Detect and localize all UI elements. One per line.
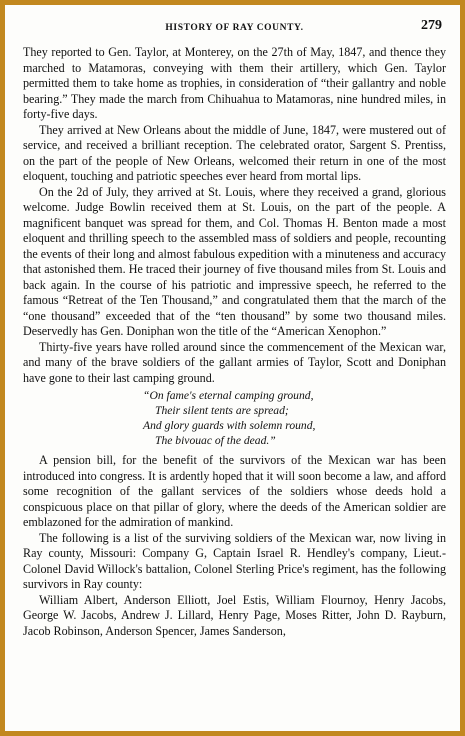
- paragraph-6: The following is a list of the surviving soldiers of the Mexican war, now living in Ray county, Missouri: Company G, Captain Israel R. Hendley's company, Lieut.-Colonel David Willock's battalion, Colonel Sterling Price's regiment, has the following survivors in Ray county:: [23, 530, 446, 591]
- running-head: HISTORY OF RAY COUNTY.: [165, 23, 304, 33]
- paragraph-4: Thirty-five years have rolled around since the commencement of the Mexican war, and many of the brave soldiers of the gallant armies of Taylor, Scott and Doniphan have gone to their last camping ground.: [23, 339, 446, 385]
- poem-quote: [23, 388, 446, 448]
- page-header: [23, 18, 446, 41]
- paragraph-5: A pension bill, for the benefit of the survivors of the Mexican war has been introduced into congress. It is ardently hoped that it will soon become a law, and afford some recognition of the gallant services of the soldiers whose deeds hold a conspicuous place on that pillar of glory, where the deeds of the American soldier are emblazoned for the admiration of mankind.: [23, 453, 446, 529]
- paragraph-3: On the 2d of July, they arrived at St. Louis, where they received a grand, glorious welcome. Judge Bowlin received them at St. Louis, on the part of the people. A magnificent banquet was spread for them, and Col. Thomas H. Benton made a most eloquent and thrilling speech to the assembled mass of soldiers and people, recounting the events of their long and almost fabulous expedition with a minuteness and accuracy that astonished them. He traced their journey of five thousand miles from St. Louis and back again. In the course of his patriotic and impressive speech, he referred to the famous “Retreat of the Ten Thousand,” and congratulated them that the march of the “one thousand” exceeded that of the “ten thousand” by some two thousand miles. Deservedly has Gen. Doniphan won the title of the “American Xenophon.”: [23, 184, 446, 338]
- poem-line-1: “On fame's eternal camping ground,: [143, 389, 314, 402]
- paragraph-1: They reported to Gen. Taylor, at Monterey, on the 27th of May, 1847, and thence they marched to Matamoras, conveying with them their artillery, which Gen. Taylor permitted them to take home as trophies, in consideration of “their gallantry and noble bearing.” They made the march from Chihuahua to Matamoras, nine hundred miles, in forty-five days.: [23, 45, 446, 121]
- poem-line-3: And glory guards with solemn round,: [143, 419, 316, 432]
- page-content: [23, 18, 446, 725]
- page-number: 279: [421, 18, 442, 33]
- poem-line-2: Their silent tents are spread;: [155, 404, 289, 417]
- paragraph-7: William Albert, Anderson Elliott, Joel Estis, William Flournoy, Henry Jacobs, George W. Jacobs, Andrew J. Lillard, Henry Page, Moses Ritter, John D. Rayburn, Jacob Robinson, Anderson Spencer, James Sanderson,: [23, 592, 446, 638]
- paragraph-2: They arrived at New Orleans about the middle of June, 1847, were mustered out of service, and received a brilliant reception. The celebrated orator, Sargent S. Prentiss, on the part of the people of New Orleans, welcomed their return in one of the most eloquent, touching and patriotic speeches ever heard from mortal lips.: [23, 122, 446, 183]
- poem-line-4: The bivouac of the dead.”: [155, 434, 276, 447]
